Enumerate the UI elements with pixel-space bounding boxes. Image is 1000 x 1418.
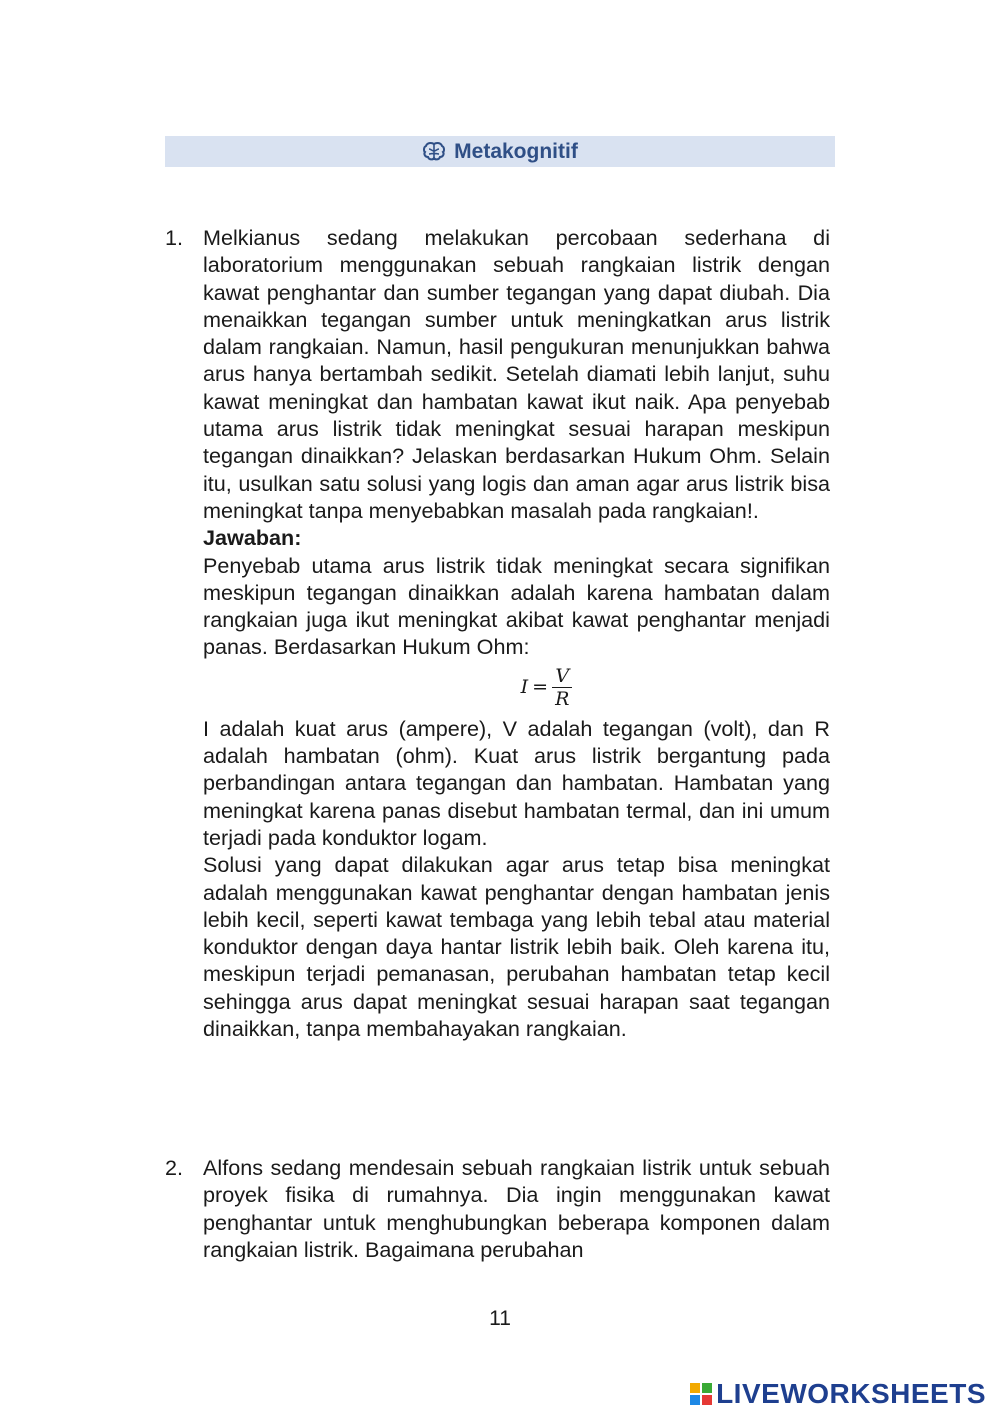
question-text: Alfons sedang mendesain sebuah rangkaian listrik untuk sebuah proyek fisika di rumahnya. Dia ingin menggunakan kawat penghantar untuk menghubungkan beberapa komponen dalam rangkaian listrik. Bagaimana perubahan [203, 1155, 830, 1262]
question-number: 2. [165, 1155, 184, 1180]
liveworksheets-logo[interactable] [690, 1378, 986, 1410]
formula-fraction [552, 665, 572, 710]
formula-numerator: V [555, 665, 570, 688]
formula-lhs: I [520, 676, 529, 699]
page-number: 11 [489, 1307, 511, 1330]
answer-explanation: I adalah kuat arus (ampere), V adalah tegangan (volt), dan R adalah hambatan (ohm). Kuat arus listrik bergantung pada perbandingan antara tegangan dan hambatan. Hambatan yang meningkat karena panas disebut hambatan termal, dan ini umum terjadi pada konduktor logam. [203, 715, 830, 850]
formula-equals: = [532, 676, 549, 699]
question-text: Melkianus sedang melakukan percobaan sederhana di laboratorium menggunakan sebuah rangkaian listrik dengan kawat penghantar dan sumber tegangan yang dapat diubah. Dia menaikkan tegangan sumber untuk meningkatkan arus listrik dalam rangkaian. Namun, hasil pengukuran menunjukkan bahwa arus hanya bertambah sedikit. Setelah diamati lebih lanjut, suhu kawat meningkat dan hambatan kawat ikut naik. Apa penyebab utama arus listrik tidak meningkat sesuai harapan meskipun tegangan dinaikkan? Jelaskan berdasarkan Hukum Ohm. Selain itu, usulkan satu solusi yang logis dan aman agar arus listrik bisa meningkat tanpa menyebabkan masalah pada rangkaian!. [203, 225, 830, 523]
section-title: Metakognitif [454, 139, 578, 163]
answer-label: Jawaban: [203, 525, 302, 551]
question-1 [165, 224, 830, 1042]
answer-intro: Penyebab utama arus listrik tidak meningkat secara signifikan meskipun tegangan dinaikkan adalah karena hambatan dalam rangkaian juga ikut meningkat akibat kawat penghantar menjadi panas. Berdasarkan Hukum Ohm: [203, 552, 830, 660]
formula-denominator: R [552, 687, 572, 710]
ohm-law-formula [203, 661, 830, 715]
question-number: 1. [165, 225, 184, 250]
question-2 [165, 1154, 830, 1263]
logo-text: LIVEWORKSHEETS [716, 1378, 986, 1409]
logo-blocks-icon [690, 1383, 712, 1405]
section-header [165, 136, 835, 167]
answer-solution: Solusi yang dapat dilakukan agar arus tetap bisa meningkat adalah menggunakan kawat penghantar dengan hambatan jenis lebih kecil, seperti kawat tembaga yang lebih tebal atau material konduktor dengan daya hantar listrik lebih baik. Oleh karena itu, meskipun terjadi pemanasan, perubahan hambatan tetap kecil sehingga arus dapat meningkat sesuai harapan saat tegangan dinaikkan, tanpa membahayakan rangkaian. [203, 852, 830, 1042]
brain-icon [422, 141, 446, 163]
